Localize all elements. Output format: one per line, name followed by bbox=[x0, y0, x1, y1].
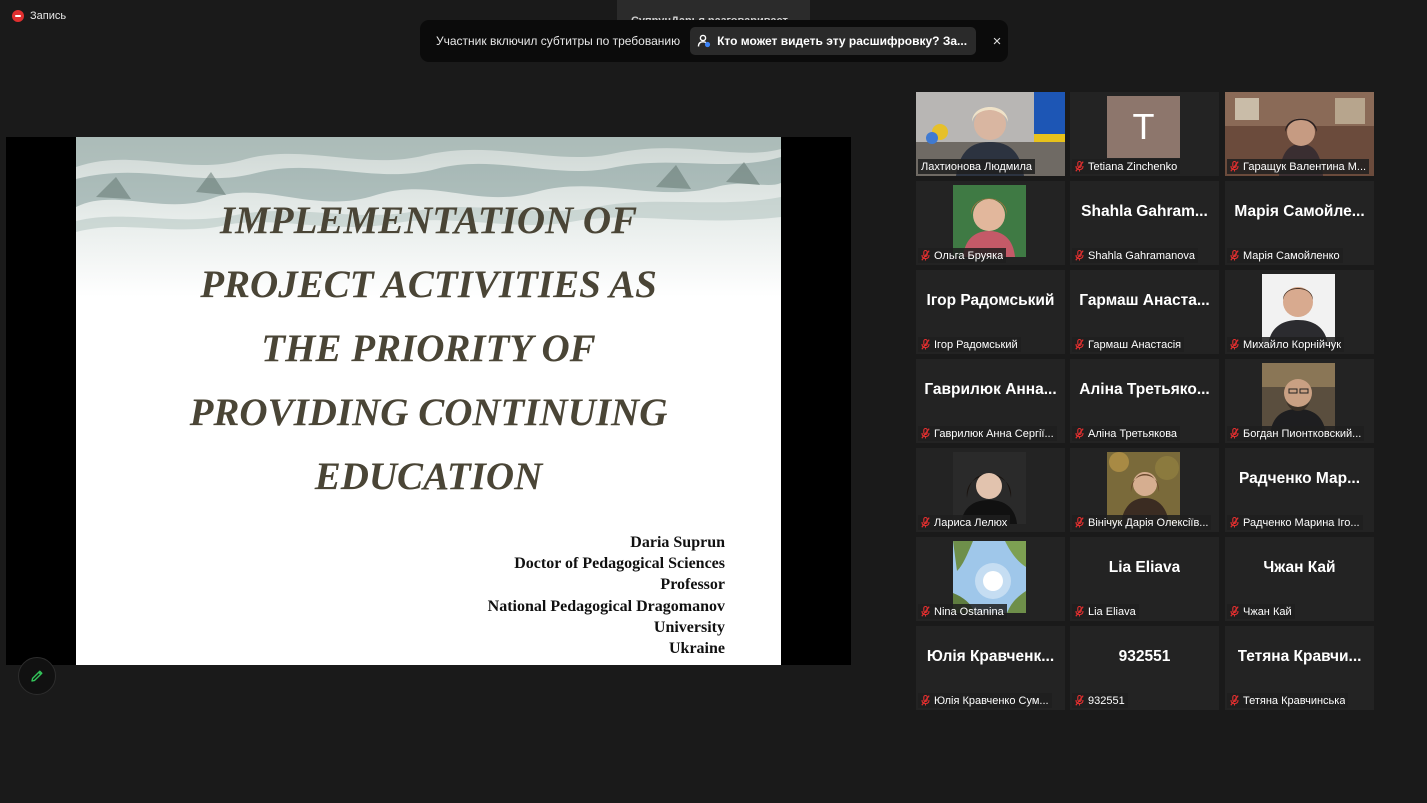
participant-display-name bbox=[1225, 537, 1374, 599]
slide-title-line: PROJECT ACTIVITIES AS bbox=[200, 263, 657, 306]
close-icon[interactable]: × bbox=[992, 32, 1002, 50]
muted-mic-icon bbox=[1230, 517, 1239, 528]
participant-name-label bbox=[1072, 248, 1198, 263]
participant-tile[interactable] bbox=[916, 626, 1065, 710]
avatar: T bbox=[1107, 96, 1180, 158]
participant-name: Nina Ostanina bbox=[934, 605, 1004, 618]
participant-name-label bbox=[1072, 426, 1180, 441]
muted-mic-icon bbox=[1075, 695, 1084, 706]
author-country: Ukraine bbox=[669, 640, 725, 658]
slide-title-line: IMPLEMENTATION OF bbox=[219, 199, 638, 242]
participant-name-label bbox=[918, 426, 1057, 441]
participant-photo bbox=[1107, 452, 1180, 524]
author-institution-cont: University bbox=[653, 618, 725, 636]
participant-tile[interactable] bbox=[916, 181, 1065, 265]
participant-name-label bbox=[918, 248, 1006, 263]
muted-mic-icon bbox=[1075, 428, 1084, 439]
participant-name: Ольга Бруяка bbox=[934, 249, 1004, 262]
participant-display-name bbox=[1070, 537, 1219, 599]
participant-name-label bbox=[918, 515, 1010, 530]
participant-display-name bbox=[1070, 359, 1219, 421]
participant-tile[interactable] bbox=[1070, 92, 1219, 176]
muted-mic-icon bbox=[1230, 250, 1239, 261]
muted-mic-icon bbox=[921, 250, 930, 261]
muted-mic-icon bbox=[1075, 517, 1084, 528]
participant-tile[interactable] bbox=[1225, 448, 1374, 532]
participant-name: Lia Eliava bbox=[1088, 605, 1136, 618]
participant-name-label bbox=[1227, 159, 1369, 174]
shared-screen bbox=[6, 137, 851, 665]
participant-name-label bbox=[1227, 604, 1295, 619]
participant-photo bbox=[953, 185, 1026, 257]
participant-tile[interactable] bbox=[1070, 537, 1219, 621]
participant-display-name-text: Марія Самойле... bbox=[1234, 203, 1365, 220]
participant-display-name-text: Shahla Gahram... bbox=[1081, 203, 1208, 220]
transcript-visibility-button[interactable] bbox=[690, 27, 976, 55]
author-degree: Doctor of Pedagogical Sciences bbox=[514, 555, 725, 573]
people-icon bbox=[697, 34, 711, 48]
captions-notification bbox=[420, 20, 1008, 62]
participant-display-name bbox=[916, 359, 1065, 421]
participant-photo bbox=[1262, 274, 1335, 346]
participant-display-name-text: 932551 bbox=[1118, 648, 1171, 665]
slide-title-line: THE PRIORITY OF bbox=[261, 327, 596, 370]
muted-mic-icon bbox=[1230, 339, 1239, 350]
muted-mic-icon bbox=[1230, 606, 1239, 617]
participant-display-name bbox=[1225, 626, 1374, 688]
participant-name: Гаврилюк Анна Сергії... bbox=[934, 427, 1054, 440]
participant-name-label bbox=[1227, 515, 1363, 530]
participant-display-name bbox=[916, 270, 1065, 332]
participant-display-name-text: Lia Eliava bbox=[1108, 559, 1181, 576]
participant-display-name bbox=[1225, 448, 1374, 510]
participant-display-name-text: Чжан Кай bbox=[1263, 559, 1336, 576]
participant-name-label bbox=[1072, 159, 1180, 174]
participant-name: Tetiana Zinchenko bbox=[1088, 160, 1178, 173]
participant-name-label bbox=[918, 604, 1007, 619]
participant-tile[interactable] bbox=[1225, 270, 1374, 354]
muted-mic-icon bbox=[921, 695, 930, 706]
recording-label: Запись bbox=[30, 10, 67, 22]
participant-tile[interactable] bbox=[1070, 270, 1219, 354]
pencil-icon bbox=[29, 668, 45, 684]
participant-display-name-text: Аліна Третьяко... bbox=[1079, 381, 1210, 398]
participant-photo bbox=[953, 541, 1026, 613]
muted-mic-icon bbox=[1075, 339, 1084, 350]
participant-name-label bbox=[1227, 337, 1344, 352]
notification-text: Участник включил субтитры по требованию bbox=[436, 34, 681, 48]
participant-display-name-text: Гармаш Анаста... bbox=[1079, 292, 1210, 309]
participant-name-label bbox=[1227, 426, 1364, 441]
participant-name: Михайло Корнійчук bbox=[1243, 338, 1342, 351]
participant-name-label bbox=[1227, 693, 1348, 708]
participant-display-name-text: Тетяна Кравчи... bbox=[1237, 648, 1362, 665]
participant-name: Shahla Gahramanova bbox=[1088, 249, 1196, 262]
participant-tile[interactable] bbox=[916, 448, 1065, 532]
muted-mic-icon bbox=[1075, 250, 1084, 261]
participant-tile[interactable] bbox=[916, 359, 1065, 443]
participant-name-label bbox=[918, 337, 1021, 352]
participant-tile[interactable] bbox=[1225, 359, 1374, 443]
participant-name-label bbox=[1072, 337, 1184, 352]
muted-mic-icon bbox=[921, 428, 930, 439]
participant-photo bbox=[1262, 363, 1335, 435]
participant-display-name-text: Радченко Мар... bbox=[1238, 470, 1360, 487]
slide-title bbox=[76, 189, 781, 509]
slide-title-line: EDUCATION bbox=[314, 455, 543, 498]
participant-name: Радченко Марина Іго... bbox=[1243, 516, 1360, 529]
participant-name: Лахтионова Людмила bbox=[921, 160, 1032, 173]
participant-display-name bbox=[1070, 626, 1219, 688]
participant-name-label bbox=[1227, 248, 1343, 263]
muted-mic-icon bbox=[1230, 161, 1239, 172]
participant-display-name bbox=[1070, 181, 1219, 243]
participant-display-name bbox=[1225, 181, 1374, 243]
participant-name: 932551 bbox=[1088, 694, 1125, 707]
participant-name-label bbox=[1072, 693, 1128, 708]
participant-name-label bbox=[918, 159, 1035, 174]
author-institution: National Pedagogical Dragomanov bbox=[487, 597, 725, 615]
participant-tile[interactable] bbox=[1070, 626, 1219, 710]
participant-name-label bbox=[1072, 515, 1211, 530]
participant-tile[interactable] bbox=[916, 537, 1065, 621]
participant-display-name bbox=[916, 626, 1065, 688]
slide-author-block bbox=[488, 532, 725, 659]
participant-display-name-text: Гаврилюк Анна... bbox=[924, 381, 1057, 398]
author-name: Daria Suprun bbox=[630, 534, 725, 551]
participant-name: Чжан Кай bbox=[1243, 605, 1292, 618]
participant-tile[interactable] bbox=[1225, 537, 1374, 621]
participant-name: Гармаш Анастасія bbox=[1088, 338, 1182, 351]
participant-name: Лариса Лелюх bbox=[934, 516, 1008, 529]
participant-name: Аліна Третьякова bbox=[1088, 427, 1178, 440]
participant-name: Ігор Радомський bbox=[934, 338, 1018, 351]
participant-display-name-text: Ігор Радомський bbox=[926, 292, 1055, 309]
muted-mic-icon bbox=[1230, 428, 1239, 439]
slide-title-line: PROVIDING CONTINUING bbox=[189, 391, 668, 434]
participant-tile[interactable] bbox=[1070, 359, 1219, 443]
participant-photo bbox=[953, 452, 1026, 524]
participant-name: Марія Самойленко bbox=[1243, 249, 1340, 262]
participant-name: Тетяна Кравчинська bbox=[1243, 694, 1346, 707]
muted-mic-icon bbox=[1230, 695, 1239, 706]
participant-tile[interactable] bbox=[916, 92, 1065, 176]
muted-mic-icon bbox=[921, 606, 930, 617]
participant-display-name-text: Юлія Кравченк... bbox=[926, 648, 1055, 665]
participant-tile[interactable] bbox=[1225, 181, 1374, 265]
participant-tile[interactable] bbox=[1070, 181, 1219, 265]
transcript-visibility-label: Кто может видеть эту расшифровку? За... bbox=[717, 34, 968, 48]
muted-mic-icon bbox=[921, 339, 930, 350]
participant-name: Вінічук Дарія Олексіїв... bbox=[1088, 516, 1209, 529]
participant-tile[interactable] bbox=[916, 270, 1065, 354]
participant-name-label bbox=[918, 693, 1052, 708]
participant-name-label bbox=[1072, 604, 1139, 619]
participant-name: Богдан Пионтковский... bbox=[1243, 427, 1362, 440]
annotate-button[interactable] bbox=[18, 657, 56, 695]
participant-tile[interactable] bbox=[1070, 448, 1219, 532]
record-icon bbox=[12, 10, 24, 22]
muted-mic-icon bbox=[1075, 161, 1084, 172]
participant-name: Юлія Кравченко Сум... bbox=[934, 694, 1049, 707]
presentation-slide bbox=[76, 137, 781, 665]
recording-indicator[interactable] bbox=[12, 10, 66, 22]
participant-tile[interactable] bbox=[1225, 626, 1374, 710]
author-position: Professor bbox=[660, 576, 725, 594]
participant-tile[interactable] bbox=[1225, 92, 1374, 176]
muted-mic-icon bbox=[1075, 606, 1084, 617]
participant-name: Гаращук Валентина М... bbox=[1243, 160, 1367, 173]
muted-mic-icon bbox=[921, 517, 930, 528]
participant-display-name bbox=[1070, 270, 1219, 332]
